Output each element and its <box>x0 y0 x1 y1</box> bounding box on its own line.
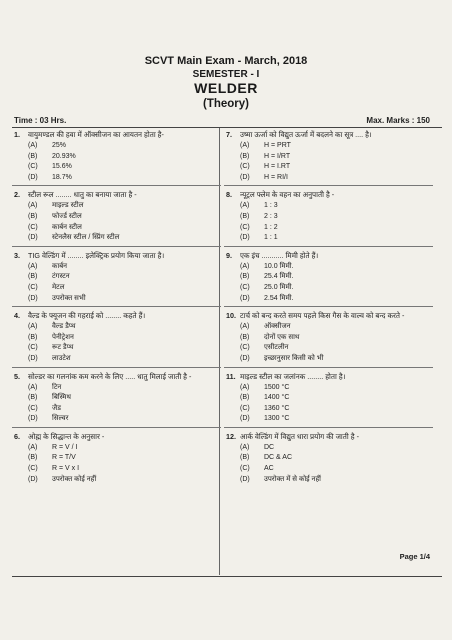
option-text: कार्बन स्टील <box>52 223 82 231</box>
option-text: 2 : 3 <box>264 212 278 220</box>
question-4 <box>14 311 219 367</box>
option-item <box>28 223 219 234</box>
option-item <box>240 322 431 333</box>
option-item <box>240 354 431 365</box>
option-item <box>240 404 431 415</box>
option-text: जैड <box>52 404 61 412</box>
question-text: माइल्ड स्टील का जलांनक ........ होता है। <box>240 371 346 381</box>
question-text: उष्मा ऊर्जा को विद्युत ऊर्जा में बदलने का सूत्र .... है। <box>240 130 372 139</box>
page-number: Page 1/4 <box>399 552 430 561</box>
question-8 <box>226 190 431 246</box>
option-label: (B) <box>240 454 250 462</box>
max-marks-label: Max. Marks : 150 <box>366 116 430 125</box>
option-item <box>240 383 431 394</box>
option-text: टिन <box>52 383 62 391</box>
question-5 <box>14 372 219 428</box>
option-item <box>28 283 219 294</box>
option-list <box>28 262 219 304</box>
question-text: ओह्म के सिद्धान्त के अनुसार - <box>28 431 105 441</box>
option-text: H = RI/I <box>264 173 288 181</box>
option-item <box>240 464 431 475</box>
question-text: आर्क वेल्डिंग में विद्युत धारा प्रयोग की जाती है - <box>240 431 359 441</box>
option-text: H = I.RT <box>264 163 291 171</box>
option-item <box>28 343 219 354</box>
option-label: (A) <box>28 142 38 149</box>
question-9 <box>226 251 431 307</box>
exam-title: SCVT Main Exam - March, 2018 <box>144 55 308 67</box>
question-divider <box>12 306 221 307</box>
question-stem <box>14 311 219 321</box>
option-item <box>28 333 219 344</box>
option-text: 1400 °C <box>264 394 290 402</box>
option-label: (B) <box>240 394 250 402</box>
question-divider <box>12 367 221 368</box>
question-number: 10. <box>226 311 236 321</box>
option-text: फोर्ज्ड स्टील <box>52 212 82 220</box>
option-label: (A) <box>28 383 38 391</box>
option-label: (B) <box>240 212 250 220</box>
question-divider <box>224 367 433 368</box>
question-number: 3. <box>14 250 20 260</box>
option-text: AC <box>264 465 274 473</box>
option-label: (C) <box>28 223 38 231</box>
option-text: इच्छानुसार किसी को भी <box>264 354 324 362</box>
option-label: (C) <box>240 223 250 231</box>
option-item <box>240 294 431 305</box>
option-text: 1 : 2 <box>264 223 278 231</box>
question-number: 6. <box>14 431 20 441</box>
question-column-left <box>14 130 219 485</box>
option-label: (A) <box>28 202 38 210</box>
question-divider <box>12 246 221 247</box>
question-number: 4. <box>14 311 20 321</box>
question-divider <box>224 185 433 186</box>
option-list <box>240 141 431 183</box>
option-label: (D) <box>28 354 38 362</box>
option-list <box>28 443 219 485</box>
option-text: R = T/V <box>52 454 76 462</box>
question-stem <box>14 372 219 382</box>
option-label: (A) <box>240 323 250 331</box>
option-text: 20.93% <box>52 152 76 160</box>
option-label: (D) <box>240 415 250 423</box>
option-label: (C) <box>28 283 38 291</box>
option-item <box>28 272 219 283</box>
question-number: 9. <box>226 250 232 260</box>
option-item <box>28 475 219 486</box>
option-text: मेटल <box>52 283 65 291</box>
option-label: (D) <box>28 173 38 181</box>
option-item <box>28 354 219 365</box>
time-label: Time : 03 Hrs. <box>14 116 67 125</box>
column-divider <box>219 128 220 575</box>
question-stem <box>226 311 431 321</box>
option-label: (A) <box>240 142 250 149</box>
option-list <box>240 201 431 243</box>
option-label: (A) <box>240 443 250 451</box>
option-item <box>240 475 431 486</box>
option-text: उपरोक्त में से कोई नहीं <box>264 475 321 483</box>
question-number: 2. <box>14 190 20 200</box>
question-stem <box>226 432 431 442</box>
option-text: DC <box>264 443 275 451</box>
option-label: (B) <box>240 273 250 281</box>
option-item <box>28 201 219 212</box>
option-label: (C) <box>240 465 250 473</box>
option-label: (A) <box>240 383 250 391</box>
question-stem <box>14 251 219 261</box>
question-text: स्टील रूल ........ धातु का बनाया जाता है - <box>28 190 137 200</box>
question-number: 7. <box>226 130 232 139</box>
option-item <box>240 141 431 152</box>
question-11 <box>226 372 431 428</box>
option-item <box>240 272 431 283</box>
option-text: 1 : 3 <box>264 202 278 210</box>
option-item <box>240 162 431 173</box>
option-text: रूट डैप्थ <box>52 344 74 352</box>
option-item <box>28 443 219 454</box>
option-label: (C) <box>28 163 38 171</box>
question-number: 11. <box>226 371 236 381</box>
question-stem <box>14 432 219 442</box>
option-label: (A) <box>28 262 38 270</box>
option-list <box>240 443 431 485</box>
option-item <box>240 201 431 212</box>
option-label: (B) <box>240 152 250 160</box>
option-text: माइल्ड स्टील <box>52 202 84 210</box>
option-label: (D) <box>240 354 250 362</box>
option-item <box>28 162 219 173</box>
option-text: उपरोक्त कोई नहीं <box>52 475 97 483</box>
option-text: बिस्मिथ <box>52 394 72 402</box>
option-text: ऑक्सीजन <box>264 323 291 331</box>
option-item <box>240 283 431 294</box>
question-divider <box>224 427 433 428</box>
option-item <box>240 333 431 344</box>
question-3 <box>14 251 219 307</box>
option-text: H = PRT <box>264 142 291 149</box>
option-text: स्टेनलैस स्टील / स्प्रिंग स्टील <box>52 234 120 242</box>
option-text: एसीटलीन <box>264 344 289 352</box>
option-item <box>28 233 219 244</box>
option-item <box>240 443 431 454</box>
option-label: (B) <box>28 273 38 281</box>
question-10 <box>226 311 431 367</box>
option-label: (D) <box>240 475 250 483</box>
option-item <box>240 173 431 184</box>
option-item <box>240 393 431 404</box>
question-stem <box>226 190 431 200</box>
option-text: H = I/RT <box>264 152 291 160</box>
option-item <box>240 212 431 223</box>
question-text: वायुमण्डल की हवा में ऑक्सीजन का आयतन होता है- <box>28 130 164 139</box>
option-item <box>240 152 431 163</box>
option-item <box>28 453 219 464</box>
option-label: (C) <box>240 404 250 412</box>
question-number: 12. <box>226 431 236 441</box>
paper-type: (Theory) <box>203 98 249 110</box>
option-text: 15.6% <box>52 163 72 171</box>
option-item <box>28 212 219 223</box>
option-text: R = V x I <box>52 465 80 473</box>
option-label: (D) <box>240 234 250 242</box>
question-divider <box>12 427 221 428</box>
option-label: (A) <box>240 262 250 270</box>
option-list <box>28 383 219 425</box>
question-7 <box>226 130 431 186</box>
option-text: 25.0 मिमी. <box>264 283 294 291</box>
option-item <box>28 393 219 404</box>
question-text: वैल्ड के फ्यूजन की गहराई को ........ कहते हैं। <box>28 311 146 321</box>
option-text: 1360 °C <box>264 404 290 412</box>
footer-divider <box>12 576 442 577</box>
question-number: 1. <box>14 130 20 139</box>
option-list <box>240 322 431 364</box>
option-item <box>28 173 219 184</box>
option-list <box>28 201 219 243</box>
option-text: 1300 °C <box>264 415 290 423</box>
option-item <box>28 464 219 475</box>
option-item <box>28 414 219 425</box>
option-text: 18.7% <box>52 173 72 181</box>
question-text: न्यूट्रल फ्लेम के वहन का अनुपाती है - <box>240 190 335 200</box>
option-item <box>28 141 219 152</box>
option-label: (B) <box>28 212 38 220</box>
trade-title: WELDER <box>194 80 258 96</box>
option-label: (B) <box>28 454 38 462</box>
option-label: (B) <box>28 394 38 402</box>
option-label: (C) <box>240 344 250 352</box>
option-label: (D) <box>240 173 250 181</box>
question-number: 8. <box>226 190 232 200</box>
option-label: (C) <box>28 465 38 473</box>
option-text: वैल्ड डैप्थ <box>52 323 76 331</box>
question-number: 5. <box>14 371 20 381</box>
option-item <box>240 262 431 273</box>
option-text: 1500 °C <box>264 383 290 391</box>
option-label: (B) <box>28 152 38 160</box>
question-12 <box>226 432 431 485</box>
option-label: (D) <box>240 294 250 302</box>
question-stem <box>226 130 431 140</box>
option-item <box>240 453 431 464</box>
option-label: (B) <box>28 333 38 341</box>
question-divider <box>224 306 433 307</box>
option-list <box>240 262 431 304</box>
option-text: लाउटेश <box>52 354 71 362</box>
option-text: 2.54 मिमी. <box>264 294 294 302</box>
option-text: 1 : 1 <box>264 234 278 242</box>
question-text: एक इंच ........... मिमी होते हैं। <box>240 250 319 260</box>
option-text: पेनीट्रेशन <box>52 333 74 341</box>
option-label: (D) <box>28 415 38 423</box>
option-label: (D) <box>28 294 38 302</box>
option-label: (C) <box>28 344 38 352</box>
question-1 <box>14 130 219 186</box>
question-stem <box>14 130 219 140</box>
option-text: उपरोक्त सभी <box>52 294 86 302</box>
option-label: (C) <box>240 163 250 171</box>
question-stem <box>226 372 431 382</box>
option-item <box>28 294 219 305</box>
option-list <box>240 383 431 425</box>
option-label: (C) <box>28 404 38 412</box>
option-label: (D) <box>28 475 38 483</box>
question-text: TIG वेल्डिंग में ........ इलेक्ट्रिक प्रयोग किया जाता है। <box>28 250 165 260</box>
question-divider <box>224 246 433 247</box>
option-text: 25% <box>52 142 67 149</box>
option-label: (A) <box>240 202 250 210</box>
option-item <box>28 383 219 394</box>
question-6 <box>14 432 219 485</box>
header-divider <box>12 127 442 128</box>
option-text: DC & AC <box>264 454 293 462</box>
option-text: 10.0 मिमी. <box>264 262 294 270</box>
option-text: R = V / I <box>52 443 78 451</box>
option-label: (A) <box>28 323 38 331</box>
question-column-right <box>226 130 431 485</box>
option-label: (C) <box>240 283 250 291</box>
question-divider <box>12 185 221 186</box>
option-text: सिल्वर <box>52 415 69 423</box>
option-item <box>240 223 431 234</box>
option-item <box>240 343 431 354</box>
semester-label: SEMESTER - I <box>192 69 260 80</box>
option-text: कार्बन <box>52 262 68 270</box>
option-text: टंगस्टन <box>52 273 70 281</box>
option-item <box>28 152 219 163</box>
option-list <box>28 141 219 183</box>
option-text: दोनों एक साथ <box>264 333 300 341</box>
option-label: (B) <box>240 333 250 341</box>
option-item <box>28 404 219 415</box>
option-item <box>28 322 219 333</box>
option-label: (D) <box>28 234 38 242</box>
option-item <box>240 233 431 244</box>
question-2 <box>14 190 219 246</box>
question-stem <box>226 251 431 261</box>
question-stem <box>14 190 219 200</box>
question-text: टार्च को बन्द करते समय पहले किस गैस के वाल्व को बन्द करते - <box>240 311 405 321</box>
option-item <box>240 414 431 425</box>
option-label: (A) <box>28 443 38 451</box>
option-text: 25.4 मिमी. <box>264 273 294 281</box>
option-item <box>28 262 219 273</box>
option-list <box>28 322 219 364</box>
question-text: सोल्डर का गलनांक कम करने के लिए ..... धातु मिलाई जाती है - <box>28 371 192 381</box>
